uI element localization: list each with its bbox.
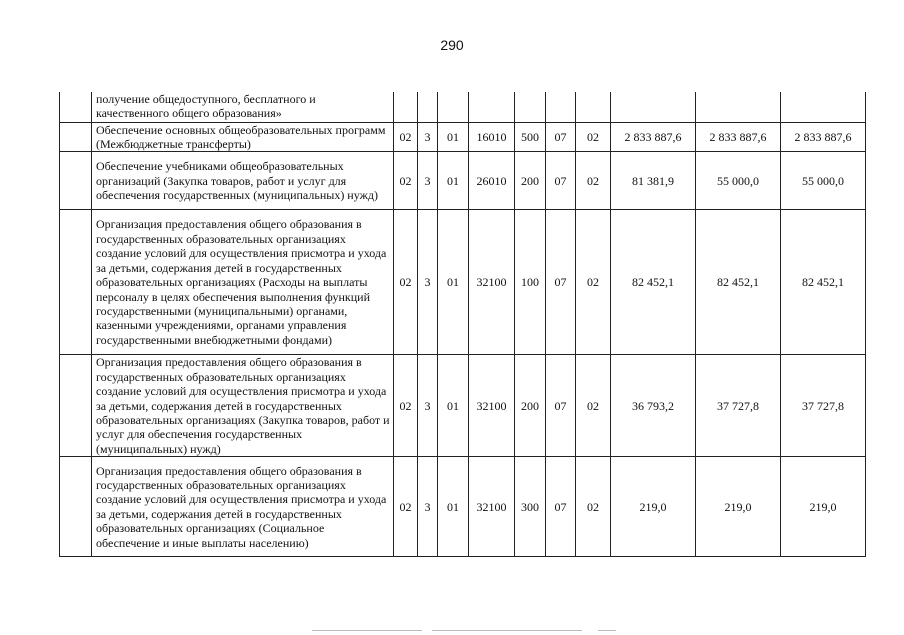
table-row (60, 457, 866, 557)
row-description: Организация предоставления общего образования в государственных образовательных организациях создание условий для осуществления присмотра и ухода за детьми, содержания детей в государственных образовательных организациях (Социальное обеспечение и иные выплаты населению) (92, 457, 394, 557)
empty-cell (60, 152, 92, 210)
amount-cell: 82 452,1 (611, 210, 696, 355)
code-cell: 32100 (469, 355, 515, 457)
code-cell: 02 (394, 152, 418, 210)
code-cell: 32100 (469, 210, 515, 355)
code-cell (394, 92, 418, 122)
code-cell: 07 (546, 210, 576, 355)
code-cell: 32100 (469, 457, 515, 557)
code-cell: 200 (515, 152, 546, 210)
code-cell: 3 (418, 210, 438, 355)
table-row (60, 210, 866, 355)
code-cell: 02 (576, 122, 611, 152)
code-cell: 3 (418, 355, 438, 457)
amount-cell: 36 793,2 (611, 355, 696, 457)
code-cell: 02 (576, 355, 611, 457)
page-number: 290 (440, 37, 464, 53)
code-cell: 02 (576, 210, 611, 355)
amount-cell: 81 381,9 (611, 152, 696, 210)
code-cell: 07 (546, 152, 576, 210)
code-cell (469, 92, 515, 122)
code-cell: 02 (394, 355, 418, 457)
amount-cell: 55 000,0 (781, 152, 866, 210)
amount-cell: 82 452,1 (696, 210, 781, 355)
row-description: Обеспечение учебниками общеобразовательных организаций (Закупка товаров, работ и услуг для обеспечения государственных (муниципальных) нужд) (92, 152, 394, 210)
code-cell: 100 (515, 210, 546, 355)
code-cell: 01 (438, 122, 469, 152)
row-description: получение общедоступного, бесплатного и качественного общего образования» (92, 92, 394, 122)
table-body (60, 92, 866, 557)
code-cell: 02 (394, 457, 418, 557)
table-row (60, 152, 866, 210)
code-cell: 3 (418, 457, 438, 557)
amount-cell: 219,0 (781, 457, 866, 557)
amount-cell (611, 92, 696, 122)
code-cell: 01 (438, 210, 469, 355)
amount-cell (781, 92, 866, 122)
code-cell (576, 92, 611, 122)
code-cell: 02 (576, 457, 611, 557)
code-cell: 01 (438, 152, 469, 210)
amount-cell: 37 727,8 (696, 355, 781, 457)
code-cell (515, 92, 546, 122)
code-cell (418, 92, 438, 122)
scan-artifact-line (598, 630, 616, 631)
code-cell: 3 (418, 122, 438, 152)
table-row (60, 92, 866, 122)
code-cell: 07 (546, 122, 576, 152)
amount-cell: 219,0 (611, 457, 696, 557)
scan-artifact-line (432, 630, 582, 631)
amount-cell: 82 452,1 (781, 210, 866, 355)
code-cell: 16010 (469, 122, 515, 152)
empty-cell (60, 210, 92, 355)
code-cell: 02 (394, 210, 418, 355)
code-cell: 07 (546, 355, 576, 457)
amount-cell: 55 000,0 (696, 152, 781, 210)
code-cell: 01 (438, 355, 469, 457)
code-cell: 500 (515, 122, 546, 152)
code-cell (438, 92, 469, 122)
amount-cell: 2 833 887,6 (611, 122, 696, 152)
empty-cell (60, 355, 92, 457)
code-cell: 02 (576, 152, 611, 210)
budget-table (59, 92, 866, 557)
code-cell: 02 (394, 122, 418, 152)
table-row (60, 355, 866, 457)
row-description: Организация предоставления общего образования в государственных образовательных организациях создание условий для осуществления присмотра и ухода за детьми, содержания детей в государственных образовательных организациях (Расходы на выплаты персоналу в целях обеспечения выполнения функций государственными (муниципальными) органами, казенными учреждениями, органами управления государственными внебюджетными фондами) (92, 210, 394, 355)
empty-cell (60, 92, 92, 122)
code-cell: 3 (418, 152, 438, 210)
row-description: Организация предоставления общего образования в государственных образовательных организациях создание условий для осуществления присмотра и ухода за детьми, содержания детей в государственных образовательных организациях (Закупка товаров, работ и услуг для обеспечения государственных (муниципальных) нужд) (92, 355, 394, 457)
amount-cell: 37 727,8 (781, 355, 866, 457)
code-cell (546, 92, 576, 122)
code-cell: 300 (515, 457, 546, 557)
table-row (60, 122, 866, 152)
code-cell: 07 (546, 457, 576, 557)
amount-cell: 219,0 (696, 457, 781, 557)
empty-cell (60, 122, 92, 152)
amount-cell: 2 833 887,6 (696, 122, 781, 152)
code-cell: 200 (515, 355, 546, 457)
row-description: Обеспечение основных общеобразовательных программ (Межбюджетные трансферты) (92, 122, 394, 152)
empty-cell (60, 457, 92, 557)
code-cell: 01 (438, 457, 469, 557)
code-cell: 26010 (469, 152, 515, 210)
amount-cell (696, 92, 781, 122)
scan-artifact-line (312, 630, 422, 631)
amount-cell: 2 833 887,6 (781, 122, 866, 152)
